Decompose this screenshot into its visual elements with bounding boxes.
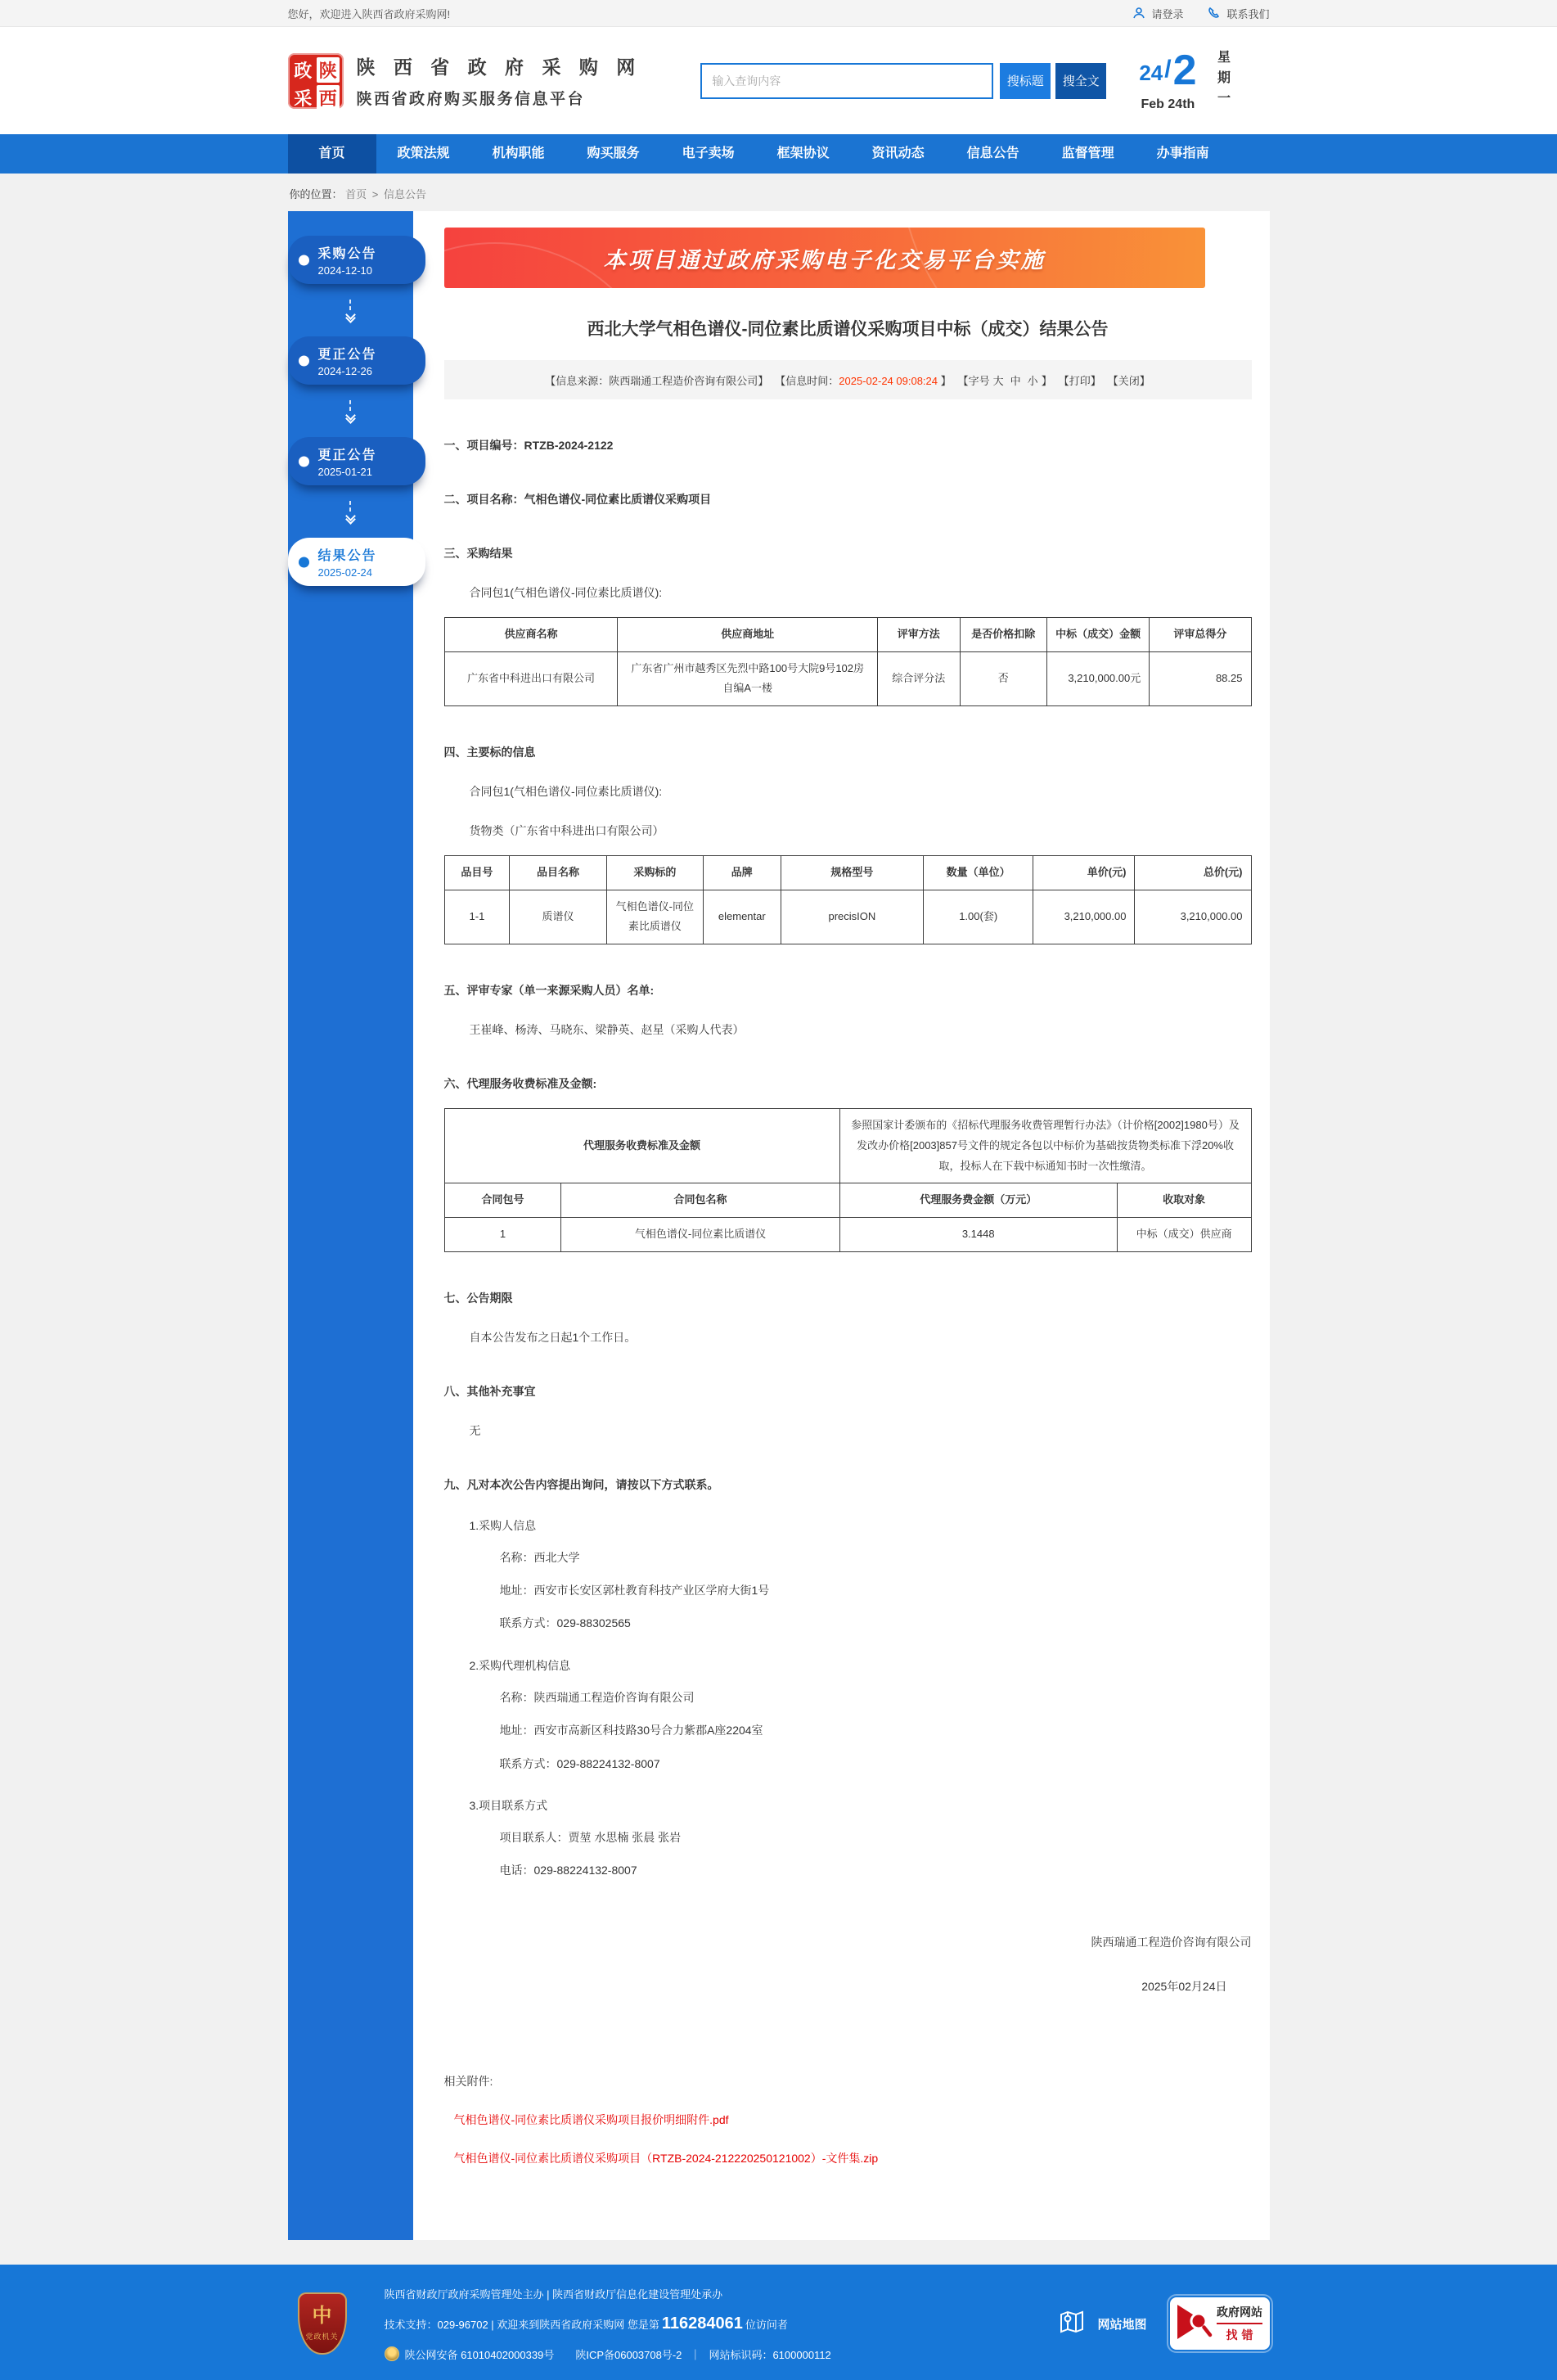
timeline-item-date: 2024-12-26 <box>317 365 372 377</box>
date-day: 24 <box>1139 61 1163 85</box>
breadcrumb-separator: > <box>371 188 379 201</box>
table-header-cell: 数量（单位） <box>924 856 1033 890</box>
timeline-item-date: 2025-01-21 <box>317 466 372 478</box>
print-button[interactable]: 【打印】 <box>1058 374 1101 387</box>
section-main-subject-info: 四、主要标的信息 <box>443 746 536 760</box>
signature-company: 陕西瑞通工程造价咨询有限公司 <box>1091 1935 1252 1949</box>
search-title-button[interactable]: 搜标题 <box>1000 63 1051 99</box>
font-size-medium-button[interactable]: 中 <box>1010 374 1021 387</box>
breadcrumb <box>288 174 1270 211</box>
user-icon <box>1132 7 1145 20</box>
table-cell-fee-amount: 3.1448 <box>839 1217 1117 1251</box>
table-header-cell: 评审总得分 <box>1150 618 1251 652</box>
site-footer <box>0 2265 1557 2380</box>
site-code: 网站标识码：6100000112 <box>709 2348 831 2361</box>
table-header-cell: 代理服务费金额（万元） <box>839 1183 1117 1218</box>
site-subtitle: 陕西省政府购买服务信息平台 <box>356 91 586 108</box>
attachment-link-zip[interactable]: 气相色谱仪-同位素比质谱仪采购项目（RTZB-2024-212220250121002）-文件集.zip <box>453 2151 879 2165</box>
contact-group-title: 1.采购人信息 <box>469 1518 537 1532</box>
search-fulltext-button[interactable]: 搜全文 <box>1055 63 1106 99</box>
contact-line: 联系方式：029-88224132-8007 <box>499 1756 660 1770</box>
date-widget <box>1139 49 1269 112</box>
contact-line: 地址：西安市长安区郭杜教育科技产业区学府大街1号 <box>499 1583 770 1597</box>
table-header-row <box>444 856 1251 890</box>
nav-item-guide[interactable]: 办事指南 <box>1156 146 1209 160</box>
section-agency-fee: 六、代理服务收费标准及金额: <box>443 1077 597 1091</box>
table-header-cell: 品牌 <box>703 856 781 890</box>
meta-font-size: 【字号 大 中 小 】 <box>957 374 1052 387</box>
timeline-item-correction-notice-2[interactable] <box>288 437 425 485</box>
error-badge-subtitle: 找错 <box>1226 2328 1258 2342</box>
table-row <box>444 1217 1251 1251</box>
contact-link[interactable] <box>1208 6 1269 21</box>
table-cell-brand: elementar <box>703 890 781 944</box>
table-header-row <box>444 1183 1251 1218</box>
login-link[interactable] <box>1132 6 1183 21</box>
timeline-arrow-down-icon <box>288 284 413 336</box>
table-cell-model: precisION <box>781 890 924 944</box>
site-logo <box>288 53 344 109</box>
table-cell-price-deduction: 否 <box>960 651 1046 705</box>
platform-banner <box>444 228 1205 288</box>
timeline-item-title: 更正公告 <box>317 449 377 462</box>
party-gov-badge <box>298 2292 347 2355</box>
table-cell-fee-payer: 中标（成交）供应商 <box>1117 1217 1251 1251</box>
table-row <box>444 890 1251 944</box>
attachment-link-pdf[interactable]: 气相色谱仪-同位素比质谱仪采购项目报价明细附件.pdf <box>453 2112 729 2126</box>
table-cell-item-no: 1-1 <box>444 890 510 944</box>
breadcrumb-label: 你的位置： <box>289 188 343 201</box>
footer-sponsor-line: 陕西省财政厅政府采购管理处主办 | 陕西省财政厅信息化建设管理处承办 <box>384 2288 723 2301</box>
logo-char: 西 <box>317 85 340 110</box>
table-header-cell: 评审方法 <box>877 618 960 652</box>
agency-fee-table <box>444 1108 1252 1251</box>
breadcrumb-home-link[interactable]: 首页 <box>345 188 367 201</box>
meta-source: 【信息来源：陕西瑞通工程造价咨询有限公司】 <box>545 374 769 387</box>
meta-bar <box>444 360 1252 399</box>
expert-names: 王崔峰、杨涛、马晓东、梁静英、赵星（采购人代表） <box>469 1023 745 1037</box>
table-cell-review-method: 综合评分法 <box>877 651 960 705</box>
package-note: 合同包1(气相色谱仪-同位素比质谱仪): <box>469 785 663 799</box>
party-gov-emblem: 中 <box>312 2305 332 2327</box>
contact-line: 地址：西安市高新区科技路30号合力紫郡A座2204室 <box>499 1724 763 1738</box>
timeline-arrow-down-icon <box>288 385 413 437</box>
contact-line: 名称：西北大学 <box>499 1550 580 1564</box>
contact-line: 项目联系人：贾堃 水思楠 张晨 张岩 <box>499 1830 682 1844</box>
table-header-cell: 合同包名称 <box>561 1183 839 1218</box>
search-input[interactable] <box>700 63 993 99</box>
table-cell-award-amount: 3,210,000.00元 <box>1047 651 1150 705</box>
nav-item-home[interactable]: 首页 <box>288 134 376 174</box>
timeline-item-result-notice[interactable] <box>288 538 425 586</box>
site-header <box>0 27 1557 134</box>
attachments-label: 相关附件: <box>443 2074 493 2088</box>
font-size-small-button[interactable]: 小 <box>1027 374 1038 387</box>
greeting-text: 您好，欢迎进入陕西省政府采购网! <box>287 7 451 20</box>
close-button[interactable]: 【关闭】 <box>1107 374 1150 387</box>
contact-line: 电话：029-88224132-8007 <box>499 1864 637 1877</box>
table-cell-fee-standard-label: 代理服务收费标准及金额 <box>444 1109 839 1183</box>
timeline-sidebar <box>288 211 413 2240</box>
contact-group-title: 2.采购代理机构信息 <box>469 1658 571 1672</box>
signature-date: 2025年02月24日 <box>1141 1979 1227 1993</box>
police-badge-icon <box>385 2346 399 2361</box>
nav-item-announcements[interactable]: 信息公告 <box>966 146 1019 160</box>
table-header-cell: 供应商名称 <box>444 618 618 652</box>
table-header-cell: 中标（成交）金额 <box>1047 618 1150 652</box>
icp-link[interactable]: 陕ICP备06003708号-2 <box>575 2348 682 2361</box>
search-box <box>700 63 1106 99</box>
table-header-cell: 单价(元) <box>1033 856 1135 890</box>
error-badge-title: 政府网站 <box>1217 2304 1262 2324</box>
item-detail-table <box>444 855 1252 944</box>
section-project-name: 二、项目名称：气相色谱仪-同位素比质谱仪采购项目 <box>443 493 712 506</box>
footer-beian-line: 陕公网安备 61010402000339号 陕ICP备06003708号-2 ｜ 网站标识码：6100000112 <box>385 2346 831 2362</box>
table-cell-quantity: 1.00(套) <box>924 890 1033 944</box>
timeline-item-title: 采购公告 <box>317 247 377 261</box>
sitemap-link[interactable] <box>1057 2307 1146 2340</box>
table-cell-package-no: 1 <box>444 1217 561 1251</box>
date-slash: / <box>1164 56 1172 83</box>
timeline-item-procurement-notice[interactable] <box>288 236 425 284</box>
platform-banner-text: 本项目通过政府采购电子化交易平台实施 <box>603 247 1046 273</box>
visitor-count: 116284061 <box>661 2314 743 2333</box>
logo-char: 陕 <box>317 57 340 83</box>
contact-group-title: 3.项目联系方式 <box>469 1798 548 1812</box>
table-cell-supplier-name: 广东省中科进出口有限公司 <box>444 651 618 705</box>
timeline-item-date: 2024-12-10 <box>317 264 372 277</box>
table-cell-fee-standard-text: 参照国家计委颁布的《招标代理服务收费管理暂行办法》（计价格[2002]1980号）及发改办价格[2003]857号文件的规定各包以中标价为基础按货物类标准下浮20%收取，投标人在下载中标通知书时一次性缴清。 <box>839 1109 1251 1183</box>
login-label: 请登录 <box>1151 7 1184 20</box>
nav-item-framework[interactable]: 框架协议 <box>776 146 830 160</box>
section-review-experts: 五、评审专家（单一来源采购人员）名单: <box>443 984 655 998</box>
top-bar <box>0 0 1557 27</box>
error-report-badge[interactable] <box>1170 2297 1270 2350</box>
site-titles <box>357 52 642 109</box>
other-matters-text: 无 <box>469 1423 481 1437</box>
category-note: 货物类（广东省中科进出口有限公司） <box>469 824 664 838</box>
footer-visitor-line: 技术支持：029-96702 | 欢迎来到陕西省政府采购网 您是第 116284061 位访问者 <box>384 2314 788 2333</box>
nav-item-news[interactable]: 资讯动态 <box>871 146 925 160</box>
table-cell-item-name: 质谱仪 <box>510 890 606 944</box>
table-cell-subject: 气相色谱仪-同位素比质谱仪 <box>606 890 703 944</box>
table-cell-package-name: 气相色谱仪-同位素比质谱仪 <box>561 1217 839 1251</box>
main-nav <box>0 134 1557 174</box>
breadcrumb-current-link[interactable]: 信息公告 <box>384 188 427 201</box>
date-english: Feb 24th <box>1141 97 1195 111</box>
nav-item-policy[interactable]: 政策法规 <box>397 146 450 160</box>
date-numbers <box>1139 49 1196 92</box>
table-cell-total-price: 3,210,000.00 <box>1135 890 1251 944</box>
logo-char: 采 <box>294 88 313 109</box>
article-content <box>413 211 1270 2240</box>
nav-item-functions[interactable]: 机构职能 <box>492 146 545 160</box>
announcement-period-text: 自本公告发布之日起1个工作日。 <box>469 1330 637 1344</box>
table-header-cell: 供应商地址 <box>618 618 877 652</box>
timeline-arrow-down-icon <box>288 485 413 538</box>
footer-text-lines <box>385 2286 831 2362</box>
package-note: 合同包1(气相色谱仪-同位素比质谱仪): <box>469 586 663 599</box>
nav-item-purchase-service[interactable]: 购买服务 <box>587 146 640 160</box>
meta-time: 【信息时间：2025-02-24 09:08:24 】 <box>775 374 952 387</box>
timeline-item-date: 2025-02-24 <box>317 566 372 579</box>
nav-item-supervision[interactable]: 监督管理 <box>1061 146 1114 160</box>
logo-char: 政 <box>294 60 313 81</box>
section-contact-info: 九、凡对本次公告内容提出询问，请按以下方式联系。 <box>443 1477 719 1491</box>
table-row <box>444 1109 1251 1183</box>
table-header-cell: 采购标的 <box>606 856 703 890</box>
page-title: 西北大学气相色谱仪-同位素比质谱仪采购项目中标（成交）结果公告 <box>587 320 1109 339</box>
table-row <box>444 651 1251 705</box>
contact-label: 联系我们 <box>1226 7 1270 20</box>
meta-time-value: 2025-02-24 09:08:24 <box>839 374 938 387</box>
table-cell-total-score: 88.25 <box>1150 651 1251 705</box>
table-header-cell: 品目名称 <box>510 856 606 890</box>
table-header-cell: 规格型号 <box>781 856 924 890</box>
date-month: 2 <box>1172 47 1197 94</box>
find-error-icon <box>1177 2303 1213 2345</box>
map-icon <box>1057 2307 1087 2340</box>
timeline-item-title: 结果公告 <box>317 549 377 563</box>
weekday-label: 星期一 <box>1215 50 1230 111</box>
table-header-row <box>444 618 1251 652</box>
table-header-cell: 总价(元) <box>1135 856 1251 890</box>
nav-item-e-market[interactable]: 电子卖场 <box>682 146 735 160</box>
supplier-result-table <box>444 617 1252 706</box>
beian-link[interactable]: 陕公网安备 61010402000339号 <box>404 2348 555 2361</box>
table-header-cell: 收取对象 <box>1117 1183 1251 1218</box>
section-announcement-period: 七、公告期限 <box>443 1291 513 1305</box>
table-cell-supplier-address: 广东省广州市越秀区先烈中路100号大院9号102房自编A一楼 <box>618 651 877 705</box>
table-header-cell: 合同包号 <box>444 1183 561 1218</box>
section-other-matters: 八、其他补充事宜 <box>443 1384 536 1398</box>
phone-icon <box>1208 7 1221 20</box>
table-cell-unit-price: 3,210,000.00 <box>1033 890 1135 944</box>
section-procurement-result: 三、采购结果 <box>443 547 513 560</box>
contact-line: 名称：陕西瑞通工程造价咨询有限公司 <box>499 1690 695 1704</box>
contact-line: 联系方式：029-88302565 <box>499 1616 631 1630</box>
font-size-large-button[interactable]: 大 <box>992 374 1004 387</box>
table-header-cell: 是否价格扣除 <box>960 618 1046 652</box>
sitemap-label: 网站地图 <box>1097 2317 1147 2332</box>
timeline-item-correction-notice-1[interactable] <box>288 336 425 385</box>
timeline-item-title: 更正公告 <box>317 348 377 362</box>
site-name: 陕 西 省 政 府 采 购 网 <box>356 56 642 78</box>
section-project-number: 一、项目编号：RTZB-2024-2122 <box>443 439 614 452</box>
party-gov-label: 党政机关 <box>305 2332 339 2341</box>
main-area <box>0 174 1557 2265</box>
table-header-cell: 品目号 <box>444 856 510 890</box>
